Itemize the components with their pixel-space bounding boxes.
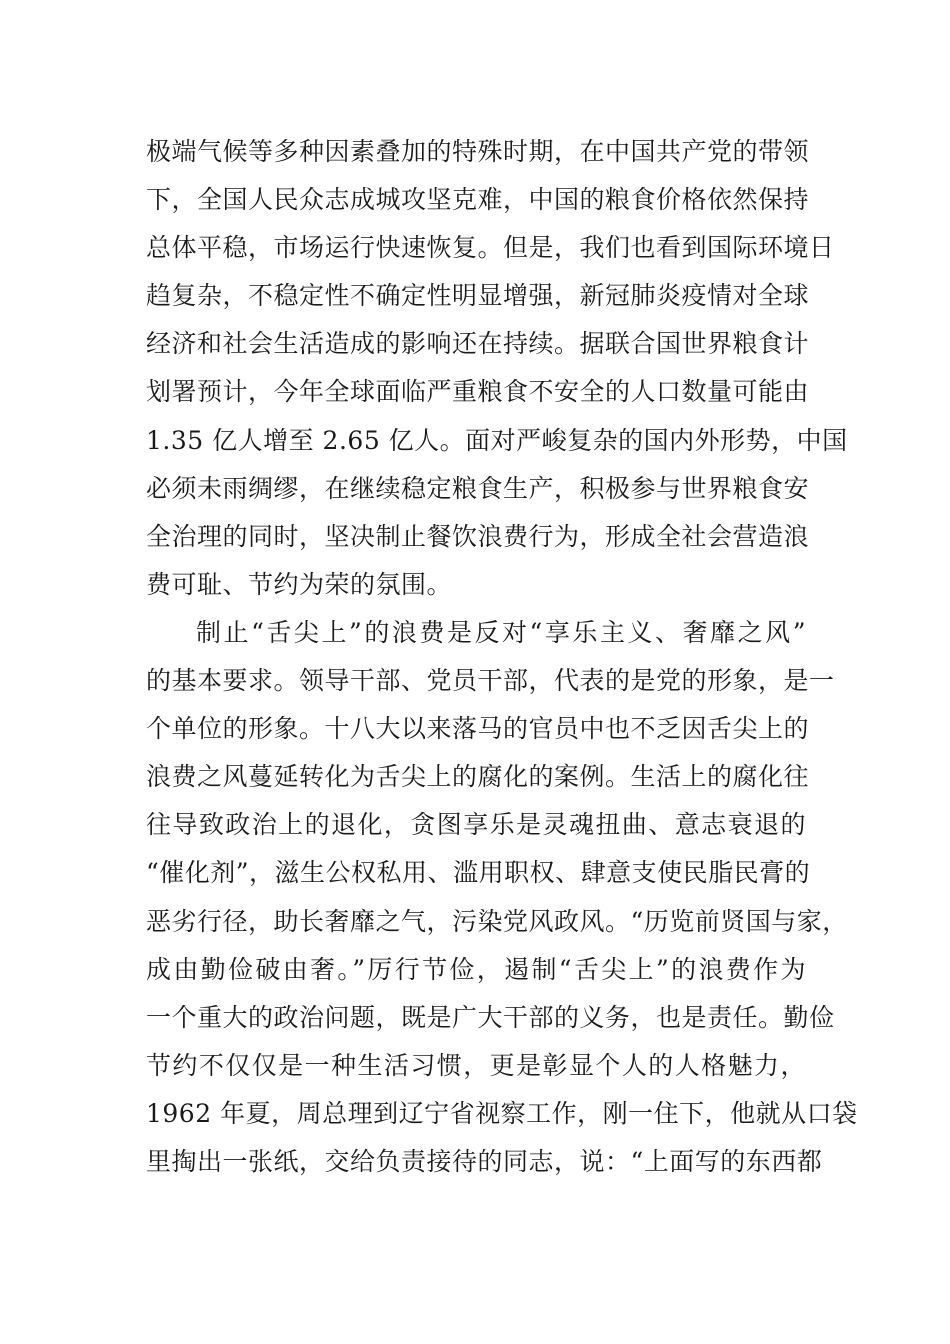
text-line: 划署预计，今年全球面临严重粮食不安全的人口数量可能由 [146, 377, 810, 407]
text-line: 费可耻、节约为荣的氛围。 [146, 569, 453, 599]
text-line: 1962 年夏，周总理到辽宁省视察工作，刚一住下，他就从口袋 [146, 1098, 858, 1128]
text-line: 极端气候等多种因素叠加的特殊时期，在中国共产党的带领 [146, 137, 810, 166]
paragraph-2 [146, 609, 858, 1186]
text-line: 经济和社会生活造成的影响还在持续。据联合国世界粮食计 [146, 329, 810, 359]
text-line: 成由勤俭破由奢。”厉行节俭，遏制“舌尖上”的浪费作为 [146, 954, 806, 984]
text-line: 必须未雨绸缪，在继续稳定粮食生产，积极参与世界粮食安 [146, 473, 810, 503]
paragraph-1 [146, 128, 848, 609]
text-line: 往导致政治上的退化，贪图享乐是灵魂扭曲、意志衰退的 [146, 810, 806, 840]
text-line: 制止“舌尖上”的浪费是反对“享乐主义、奢靡之风” [196, 617, 806, 647]
text-line: 总体平稳，市场运行快速恢复。但是，我们也看到国际环境日 [146, 233, 835, 263]
text-line: 的基本要求。领导干部、党员干部，代表的是党的形象，是一 [146, 666, 835, 696]
text-line: 一个重大的政治问题，既是广大干部的义务，也是责任。勤俭 [146, 1002, 835, 1032]
text-line: 下，全国人民众志成城攻坚克难，中国的粮食价格依然保持 [146, 185, 810, 215]
text-line: “催化剂”，滋生公权私用、滥用职权、肆意支使民脂民膏的 [146, 858, 811, 888]
text-line: 节约不仅仅是一种生活习惯，更是彰显个人的人格魅力， [146, 1050, 806, 1080]
text-line: 恶劣行径，助长奢靡之气，污染党风政风。“历览前贤国与家， [146, 906, 848, 936]
text-line: 全治理的同时，坚决制止餐饮浪费行为，形成全社会营造浪 [146, 521, 810, 551]
text-line: 个单位的形象。十八大以来落马的官员中也不乏因舌尖上的 [146, 714, 810, 744]
text-line: 里掏出一张纸，交给负责接待的同志，说：“上面写的东西都 [146, 1146, 823, 1176]
text-line: 1.35 亿人增至 2.65 亿人。面对严峻复杂的国内外形势，中国 [146, 425, 848, 455]
text-line: 浪费之风蔓延转化为舌尖上的腐化的案例。生活上的腐化往 [146, 762, 810, 792]
document-body [146, 128, 858, 1186]
text-line: 趋复杂，不稳定性不确定性明显增强，新冠肺炎疫情对全球 [146, 281, 810, 311]
